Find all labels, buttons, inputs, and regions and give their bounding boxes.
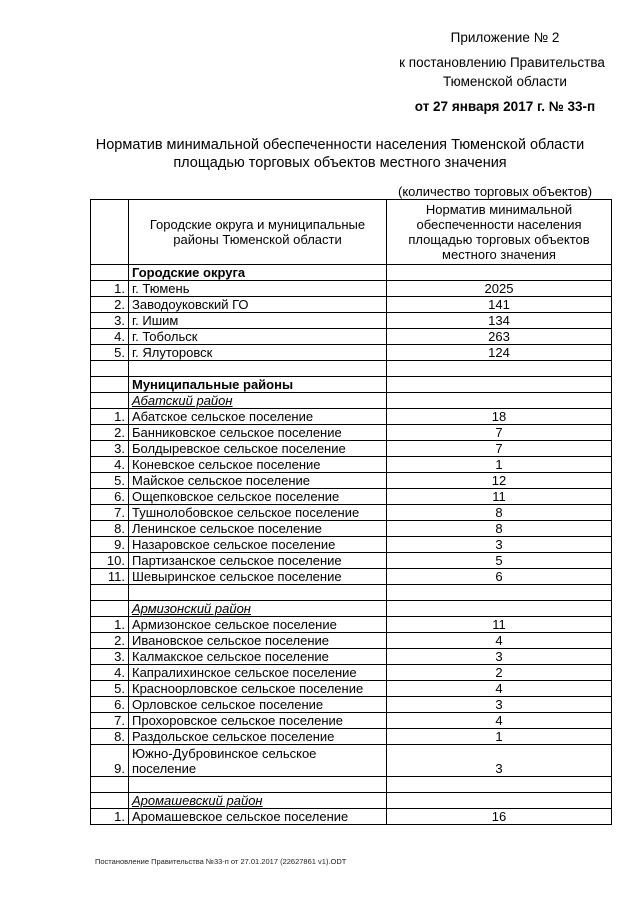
row-name bbox=[129, 585, 387, 601]
row-name: Южно-Дубровинское сельское поселение bbox=[129, 745, 387, 777]
row-number: 2. bbox=[91, 297, 129, 313]
row-number: 2. bbox=[91, 425, 129, 441]
row-name: Майское сельское поселение bbox=[129, 473, 387, 489]
table-row bbox=[91, 697, 612, 713]
document-title-line1: Норматив минимальной обеспеченности населения Тюменской области bbox=[95, 137, 585, 153]
table-row bbox=[91, 793, 612, 809]
row-number bbox=[91, 393, 129, 409]
row-number: 8. bbox=[91, 521, 129, 537]
row-name: Красноорловское сельское поселение bbox=[129, 681, 387, 697]
row-name: Ленинское сельское поселение bbox=[129, 521, 387, 537]
row-number: 3. bbox=[91, 441, 129, 457]
row-value: 12 bbox=[387, 473, 612, 489]
row-name: Капралихинское сельское поселение bbox=[129, 665, 387, 681]
row-value: 124 bbox=[387, 345, 612, 361]
row-number: 3. bbox=[91, 649, 129, 665]
row-number bbox=[91, 793, 129, 809]
table-row bbox=[91, 489, 612, 505]
row-name: Аромашевское сельское поселение bbox=[129, 809, 387, 825]
table-row bbox=[91, 377, 612, 393]
table-row bbox=[91, 521, 612, 537]
row-number bbox=[91, 777, 129, 793]
row-number bbox=[91, 585, 129, 601]
row-value: 11 bbox=[387, 617, 612, 633]
header-norm-cell: Норматив минимальной обеспеченности населения площадью торговых объектов местного значения bbox=[387, 200, 612, 265]
table-row bbox=[91, 585, 612, 601]
row-name bbox=[129, 777, 387, 793]
appendix-region: Тюменской области bbox=[443, 74, 567, 89]
table-row bbox=[91, 665, 612, 681]
row-number: 5. bbox=[91, 345, 129, 361]
unit-note: (количество торговых объектов) bbox=[398, 184, 593, 199]
table-row bbox=[91, 601, 612, 617]
row-value: 7 bbox=[387, 425, 612, 441]
row-number: 11. bbox=[91, 569, 129, 585]
row-name: Ивановское сельское поселение bbox=[129, 633, 387, 649]
row-name: Назаровское сельское поселение bbox=[129, 537, 387, 553]
table-header-row bbox=[91, 200, 612, 265]
table-row bbox=[91, 777, 612, 793]
row-value: 141 bbox=[387, 297, 612, 313]
table-row bbox=[91, 745, 612, 777]
row-number: 5. bbox=[91, 681, 129, 697]
row-name: Прохоровское сельское поселение bbox=[129, 713, 387, 729]
table-row bbox=[91, 633, 612, 649]
row-number: 1. bbox=[91, 409, 129, 425]
row-name: Тушнолобовское сельское поселение bbox=[129, 505, 387, 521]
row-name: Ощепковское сельское поселение bbox=[129, 489, 387, 505]
row-number: 8. bbox=[91, 729, 129, 745]
table-row bbox=[91, 473, 612, 489]
row-value bbox=[387, 793, 612, 809]
row-value: 7 bbox=[387, 441, 612, 457]
row-value: 6 bbox=[387, 569, 612, 585]
row-name: Раздольское сельское поселение bbox=[129, 729, 387, 745]
row-value bbox=[387, 377, 612, 393]
row-number: 9. bbox=[91, 745, 129, 777]
row-value: 3 bbox=[387, 697, 612, 713]
table-row bbox=[91, 297, 612, 313]
header-district-cell: Городские округа и муниципальные районы Тюменской области bbox=[129, 200, 387, 265]
appendix-title: Приложение № 2 bbox=[450, 30, 560, 45]
row-value: 11 bbox=[387, 489, 612, 505]
table-row bbox=[91, 425, 612, 441]
table-row bbox=[91, 649, 612, 665]
row-name: Шевыринское сельское поселение bbox=[129, 569, 387, 585]
table-body bbox=[91, 265, 612, 825]
row-name: Заводоуковский ГО bbox=[129, 297, 387, 313]
table-row bbox=[91, 729, 612, 745]
table-row bbox=[91, 537, 612, 553]
row-number: 4. bbox=[91, 665, 129, 681]
table-row bbox=[91, 329, 612, 345]
row-value: 263 bbox=[387, 329, 612, 345]
row-name: Армизонское сельское поселение bbox=[129, 617, 387, 633]
row-value: 1 bbox=[387, 729, 612, 745]
row-name: г. Ишим bbox=[129, 313, 387, 329]
row-value: 2025 bbox=[387, 281, 612, 297]
row-number: 6. bbox=[91, 489, 129, 505]
table-row bbox=[91, 265, 612, 281]
row-value: 3 bbox=[387, 537, 612, 553]
table-row bbox=[91, 281, 612, 297]
table-row bbox=[91, 393, 612, 409]
row-name: Банниковское сельское поселение bbox=[129, 425, 387, 441]
row-value bbox=[387, 361, 612, 377]
row-number: 5. bbox=[91, 473, 129, 489]
row-value bbox=[387, 265, 612, 281]
row-name: Абатское сельское поселение bbox=[129, 409, 387, 425]
row-value bbox=[387, 601, 612, 617]
row-value: 2 bbox=[387, 665, 612, 681]
row-value: 134 bbox=[387, 313, 612, 329]
table-row bbox=[91, 713, 612, 729]
row-name: Муниципальные районы bbox=[129, 377, 387, 393]
row-value: 3 bbox=[387, 745, 612, 777]
row-value: 4 bbox=[387, 633, 612, 649]
row-value: 8 bbox=[387, 505, 612, 521]
table-row bbox=[91, 809, 612, 825]
row-value: 8 bbox=[387, 521, 612, 537]
table-row bbox=[91, 457, 612, 473]
row-number bbox=[91, 601, 129, 617]
row-name: Городские округа bbox=[129, 265, 387, 281]
table-row bbox=[91, 345, 612, 361]
row-number bbox=[91, 361, 129, 377]
row-value bbox=[387, 393, 612, 409]
norms-table bbox=[90, 199, 612, 825]
table-row bbox=[91, 553, 612, 569]
row-name: Болдыревское сельское поселение bbox=[129, 441, 387, 457]
appendix-date: от 27 января 2017 г. № 33-п bbox=[414, 99, 596, 114]
row-value bbox=[387, 585, 612, 601]
row-number: 10. bbox=[91, 553, 129, 569]
row-name: Армизонский район bbox=[129, 601, 387, 617]
row-number: 9. bbox=[91, 537, 129, 553]
row-name: г. Тюмень bbox=[129, 281, 387, 297]
document-title-line2: площадью торговых объектов местного значения bbox=[173, 155, 507, 171]
table-row bbox=[91, 441, 612, 457]
row-number: 1. bbox=[91, 617, 129, 633]
row-name: Орловское сельское поселение bbox=[129, 697, 387, 713]
row-number bbox=[91, 265, 129, 281]
row-number: 1. bbox=[91, 281, 129, 297]
row-name: Калмакское сельское поселение bbox=[129, 649, 387, 665]
row-value: 4 bbox=[387, 681, 612, 697]
table-row bbox=[91, 505, 612, 521]
row-value: 16 bbox=[387, 809, 612, 825]
table-row bbox=[91, 569, 612, 585]
header-number-cell bbox=[91, 200, 129, 265]
row-value: 3 bbox=[387, 649, 612, 665]
row-number: 7. bbox=[91, 505, 129, 521]
row-number: 2. bbox=[91, 633, 129, 649]
row-value: 4 bbox=[387, 713, 612, 729]
appendix-reference: к постановлению Правительства bbox=[399, 55, 605, 70]
row-number: 1. bbox=[91, 809, 129, 825]
footer-filename: Постановление Правительства №33-п от 27.01.2017 (22627861 v1).ODT bbox=[95, 857, 347, 866]
row-name bbox=[129, 361, 387, 377]
row-value: 1 bbox=[387, 457, 612, 473]
row-name: Коневское сельское поселение bbox=[129, 457, 387, 473]
row-name: г. Тобольск bbox=[129, 329, 387, 345]
table-row bbox=[91, 361, 612, 377]
row-number: 3. bbox=[91, 313, 129, 329]
row-number: 7. bbox=[91, 713, 129, 729]
row-number: 4. bbox=[91, 329, 129, 345]
row-number: 6. bbox=[91, 697, 129, 713]
row-value bbox=[387, 777, 612, 793]
table-row bbox=[91, 617, 612, 633]
row-value: 5 bbox=[387, 553, 612, 569]
row-number bbox=[91, 377, 129, 393]
row-number: 4. bbox=[91, 457, 129, 473]
table-row bbox=[91, 409, 612, 425]
document-title bbox=[40, 136, 640, 172]
table-row bbox=[91, 681, 612, 697]
row-value: 18 bbox=[387, 409, 612, 425]
row-name: г. Ялуторовск bbox=[129, 345, 387, 361]
table-row bbox=[91, 313, 612, 329]
row-name: Партизанское сельское поселение bbox=[129, 553, 387, 569]
row-name: Аромашевский район bbox=[129, 793, 387, 809]
row-name: Абатский район bbox=[129, 393, 387, 409]
